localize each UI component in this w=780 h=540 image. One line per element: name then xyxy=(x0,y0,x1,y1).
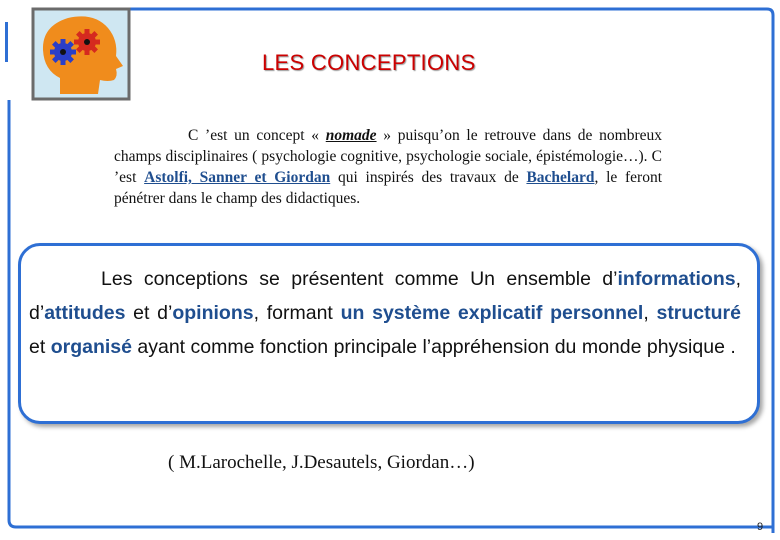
intro-text: qui inspirés des travaux de xyxy=(330,169,527,186)
head-gears-icon xyxy=(30,6,132,102)
definition-segment: , xyxy=(643,302,657,324)
definition-segment: Les conceptions se présentent comme Un ensemble d’ xyxy=(101,268,618,290)
intro-text: C ’est un concept « xyxy=(188,127,326,144)
intro-text: , le feront pénétrer dans le champ des didactiques. xyxy=(114,169,663,207)
definition-segment: , formant xyxy=(253,302,341,324)
keyword-opinions: opinions xyxy=(172,302,254,324)
definition-segment: et xyxy=(29,336,51,358)
logo-head-gears xyxy=(30,6,132,102)
page-number: 9 xyxy=(757,521,764,533)
intro-paragraph xyxy=(114,125,662,209)
definition-segment: , d’ xyxy=(29,268,741,324)
definition-segment: ayant comme fonction principale l’appréhension du monde physique . xyxy=(131,336,736,358)
keyword-attitudes: attitudes xyxy=(44,302,126,324)
citation: ( M.Larochelle, J.Desautels, Giordan…) xyxy=(168,452,475,473)
keyword-systeme: un système explicatif personnel xyxy=(340,302,644,324)
keyword-organise: organisé xyxy=(50,336,132,358)
definition-segment: et d’ xyxy=(125,302,173,324)
slide-title: LES CONCEPTIONS xyxy=(262,50,476,75)
definition-text xyxy=(29,262,741,364)
keyword-structure: structuré xyxy=(656,302,741,324)
intro-bachelard: Bachelard xyxy=(526,169,595,186)
keyword-informations: informations xyxy=(617,268,736,290)
intro-text: » puisqu’on le retrouve dans de nombreux champs disciplinaires ( psychologie cognitive, psychologie sociale, épistémologie…). C ’est xyxy=(114,127,662,186)
intro-emphasis-nomade: nomade xyxy=(325,127,377,144)
intro-authors: Astolfi, Sanner et Giordan xyxy=(144,169,331,186)
